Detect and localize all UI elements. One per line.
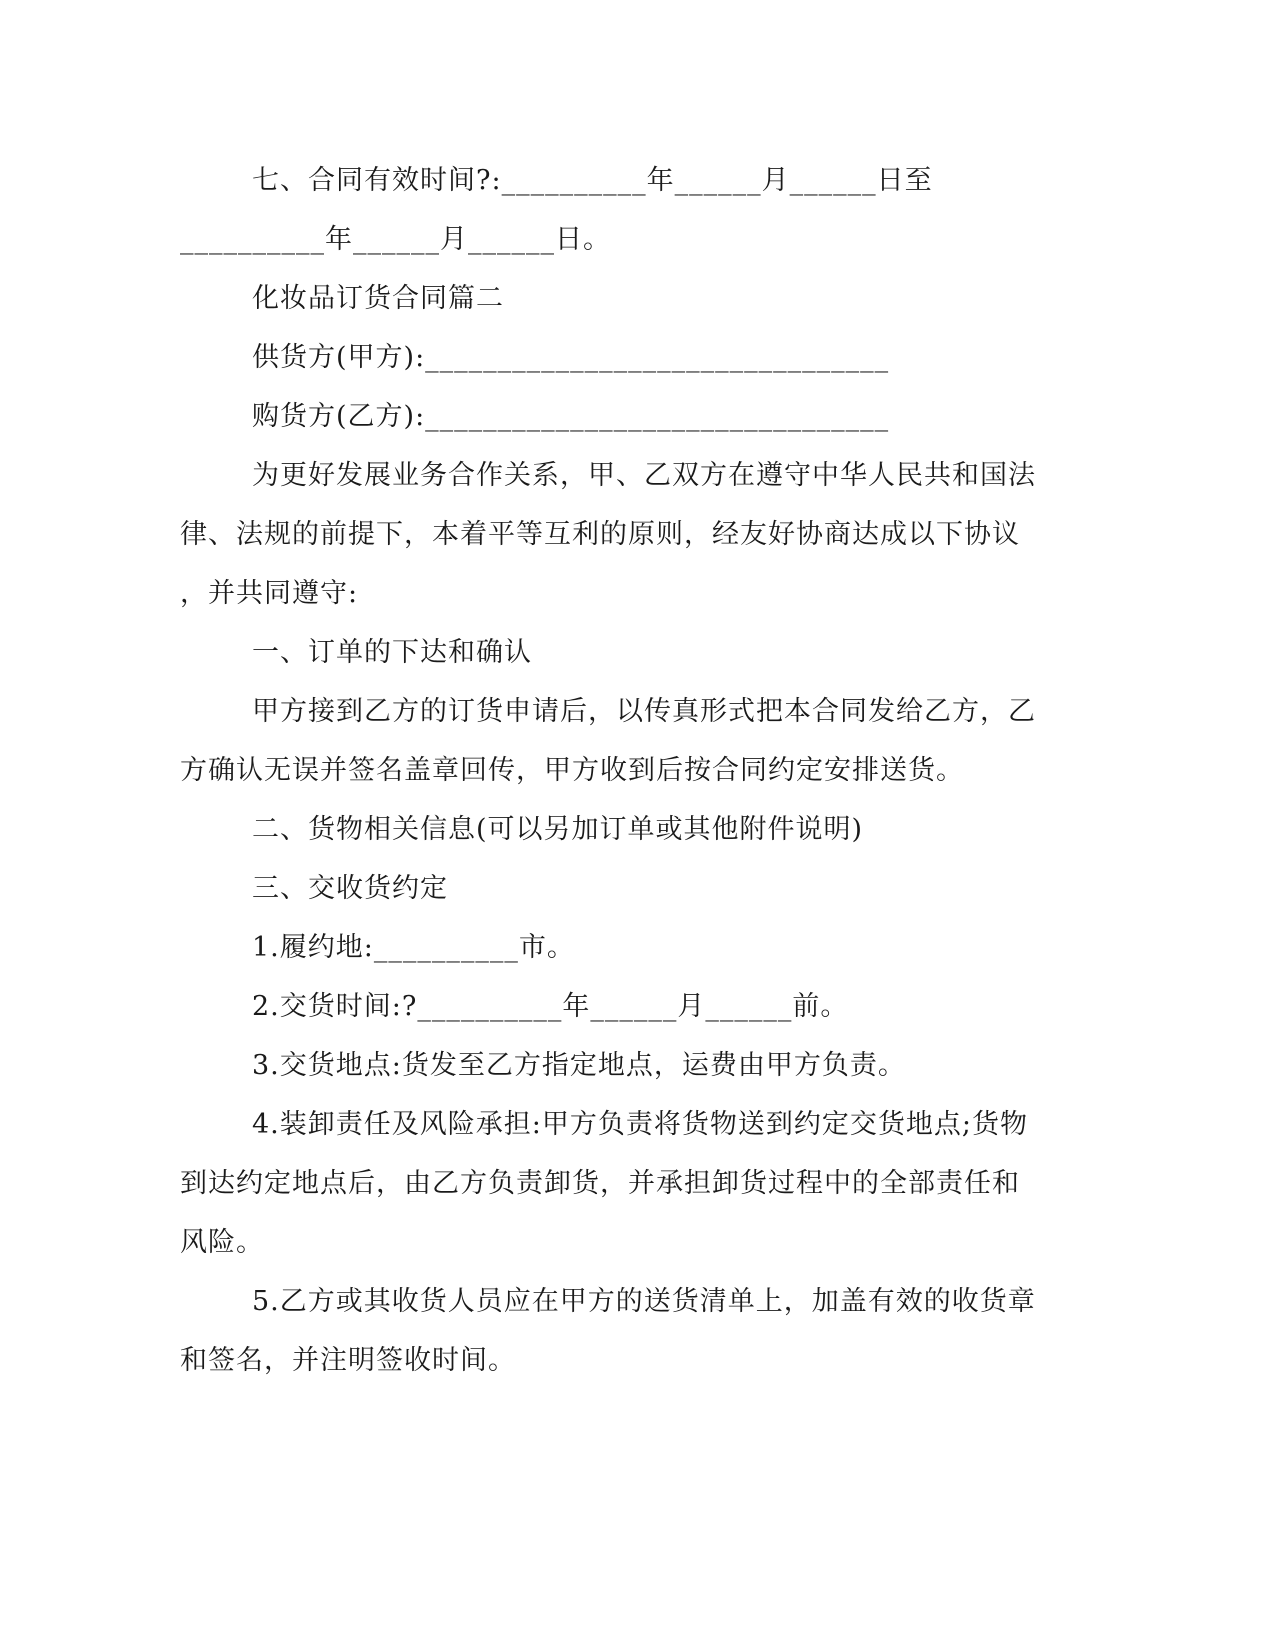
text-line: 4.装卸责任及风险承担:甲方负责将货物送到约定交货地点;货物 (252, 1109, 1028, 1140)
text-line: 方确认无误并签名盖章回传，甲方收到后按合同约定安排送货。 (180, 755, 964, 786)
text-line: ，并共同遵守: (180, 578, 359, 609)
text-line: 和签名，并注明签收时间。 (180, 1345, 516, 1376)
supplier-line: 供货方(甲方):________________________________ (252, 342, 890, 373)
text-line: 5.乙方或其收货人员应在甲方的送货清单上，加盖有效的收货章 (252, 1286, 1036, 1317)
section-heading: 化妆品订货合同篇二 (252, 283, 504, 314)
text-line: 1.履约地:__________市。 (252, 932, 575, 963)
buyer-line: 购货方(乙方):________________________________ (252, 401, 890, 432)
text-line: 风险。 (180, 1227, 264, 1258)
text-line: 为更好发展业务合作关系，甲、乙双方在遵守中华人民共和国法 (252, 460, 1036, 491)
clause-heading: 三、交收货约定 (252, 873, 448, 904)
text-line: 甲方接到乙方的订货申请后，以传真形式把本合同发给乙方，乙 (252, 696, 1036, 727)
text-line: __________年______月______日。 (180, 224, 611, 255)
text-line: 到达约定地点后，由乙方负责卸货，并承担卸货过程中的全部责任和 (180, 1168, 1020, 1199)
text-line: 2.交货时间:?__________年______月______前。 (252, 991, 849, 1022)
text-line: 七、合同有效时间?:__________年______月______日至 (252, 165, 933, 196)
clause-heading: 二、货物相关信息(可以另加订单或其他附件说明) (252, 814, 864, 845)
text-line: 3.交货地点:货发至乙方指定地点，运费由甲方负责。 (252, 1050, 906, 1081)
clause-heading: 一、订单的下达和确认 (252, 637, 532, 668)
text-line: 律、法规的前提下，本着平等互利的原则，经友好协商达成以下协议 (180, 519, 1020, 550)
